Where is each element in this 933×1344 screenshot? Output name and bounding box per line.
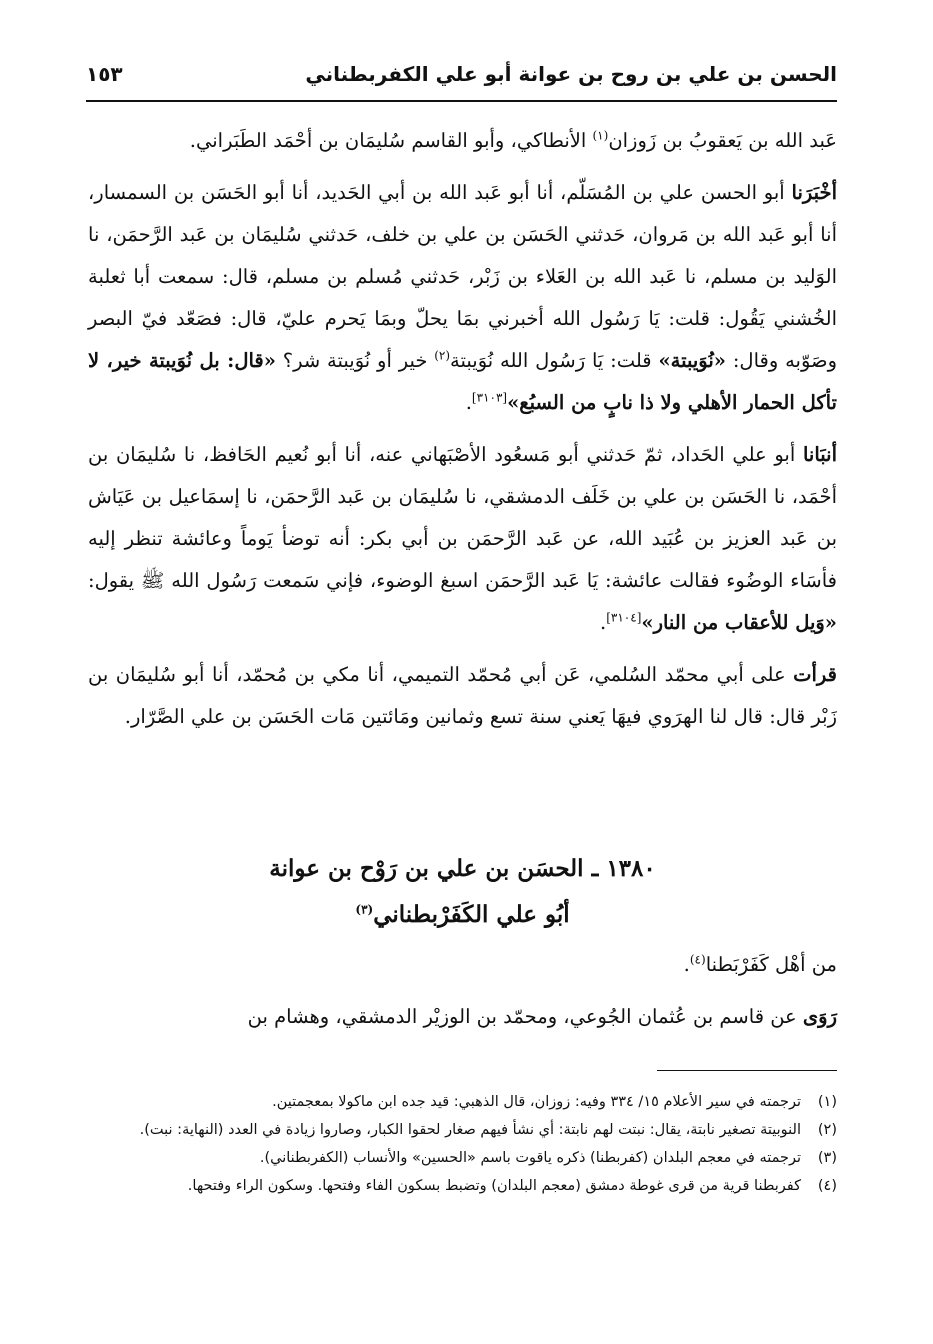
footnote-number: (٤)	[817, 1178, 837, 1194]
footnote-ref-3: (٣)	[355, 902, 374, 917]
footnote-text: النوبيتة تصغير نابتة، يقال: نبتت لهم نابتة: أي نشأ فيهم صغار لحقوا الكبار، وصاروا زيادة في العدد (النهاية: نبت).	[139, 1122, 801, 1138]
footnote-divider	[657, 1070, 837, 1071]
main-text	[88, 120, 837, 738]
hadith-quote-2: «وَيل للأعقاب من النار»	[641, 611, 837, 634]
quote-nuwaybita: «نُوَيبتة»	[658, 349, 726, 372]
entry-heading-line-2: أبُو علي الكَفَرْبطناني$^{(٣)}$	[355, 901, 570, 928]
entry-heading	[88, 846, 837, 938]
hadith-number-3103: [٣١٠٣]	[471, 390, 508, 405]
footnote-1	[88, 1090, 837, 1114]
entry-heading-line-1: ١٣٨٠ ـ الحسَن بن علي بن رَوْح بن عوانة	[269, 855, 656, 882]
footnote-text: كفربطنا قرية من قرى غوطة دمشق (معجم البلدان) وتضبط بسكون الفاء وفتحها. وسكون الراء وفتحها.	[187, 1178, 801, 1194]
entry-narration: رَوَى عن قاسم بن عُثمان الجُوعي، ومحمّد بن الوزيْر الدمشقي، وهشام بن	[247, 1005, 837, 1028]
footnote-text: ترجمته في معجم البلدان (كفربطنا) ذكره ياقوت باسم «الحسين» والأنساب (الكفربطناني).	[259, 1150, 801, 1166]
paragraph-4: قرأت على أبي محمّد السُلمي، عَن أبي مُحمّد التميمي، أنا مكي بن مُحمّد، أنا أبو سُليمَان بن زَبْر قال: قال لنا الهرَوي فيهَا يَعني سنة تسع وثمانين ومَائتين مَات الحَسَن بن علي الصَّرّار.	[88, 663, 837, 728]
hadith-quote-1: «قال: بل نُوَيبتة خير، لا تأكل الحمار الأهلي ولا ذا نابٍ من السبُع»	[88, 349, 837, 414]
keyword-akhbarana: أخْبَرَنا	[791, 181, 837, 204]
footnote-number: (٢)	[817, 1122, 837, 1138]
hadith-number-3104: [٣١٠٤]	[606, 610, 642, 625]
keyword-qaraatu: قرأت	[793, 663, 837, 686]
footnote-4	[88, 1174, 837, 1198]
entry-text	[88, 944, 837, 1038]
footnote-number: (٣)	[817, 1150, 837, 1166]
page-number: ١٥٣	[86, 62, 123, 86]
footnote-2	[88, 1118, 837, 1142]
keyword-rawa: رَوَى	[802, 1005, 837, 1028]
footnote-ref-4: (٤)	[689, 952, 706, 967]
footnote-3	[88, 1146, 837, 1170]
footnote-ref-2: (٢)	[434, 348, 451, 363]
paragraph-3: أنبَانا أبو علي الحَداد، ثمّ حَدثني أبو مَسعُود الأصْبَهاني عنه، أنا أبو نُعيم الحَافظ، نا سُليمَان بن أحْمَد، نا الحَسَن بن علي بن خَلَف الدمشقي، نا سُليمَان بن عَبد الرَّحمَن، نا إسمَاعيل بن عَيَاش بن عَبد العزيز بن عُبَيد الله، عن عَبد الرَّحمَن بن أبي بكر: أنه توضأ يَوماً وعائشة تنظر إليه فأسَاء الوضُوء فقالت عائشة: يَا عَبد الرَّحمَن اسبغ الوضوء، فإني سَمعت رَسُول الله ﷺ يقول: «وَيل للأعقاب من النار»[٣١٠٤].	[88, 443, 837, 634]
paragraph-1: عَبد الله بن يَعقوبُ بن زَوزان$^{(١)}$ الأنطاكي، وأبو القاسم سُليمَان بن أحْمَد الطَبَراني.	[189, 128, 837, 152]
running-header	[86, 62, 837, 98]
running-title: الحسن بن علي بن روح بن عوانة أبو علي الكفربطناني	[305, 62, 837, 86]
footnotes	[88, 1090, 837, 1202]
keyword-anbana: أنبَانا	[802, 443, 837, 466]
footnote-number: (١)	[817, 1094, 837, 1110]
paragraph-2: أخْبَرَنا أبو الحسن علي بن المُسَلّم، أنا أبو عَبد الله بن أبي الحَديد، أنا أبو الحَسَن بن السمسار، أنا أبو عَبد الله بن مَروان، حَدثني الحَسَن بن علي بن خلف، حَدثني سُليمَان بن عَبد الرَّحمَن، نا الوَليد بن مسلم، نا عَبد الله بن العَلاء بن زَبْر، حَدثني مُسلم بن مسلم، قال: سمعت أبا ثعلبة الخُشني يَقُول: قلت: يَا رَسُول الله أخبرني بمَا يحلّ وبمَا يَحرم عليّ، قال: فصَعّد فيّ البصر وصَوّبه وقال: «نُوَيبتة» قلت: يَا رَسُول الله نُوَيبتة$^{(٢)}$ خير أو نُوَيبتة شر؟ «قال: بل نُوَيبتة خير، لا تأكل الحمار الأهلي ولا ذا نابٍ من السبُع»[٣١٠٣].	[88, 181, 838, 414]
footnote-text: ترجمته في سير الأعلام ١٥/ ٣٣٤ وفيه: زوزان، قال الذهبي: قيد جده ابن ماكولا بمعجمتين.	[272, 1094, 801, 1110]
header-divider	[86, 100, 837, 102]
entry-origin: من أهْل كَفَرْبَطنا$^{(٤)}$.	[683, 952, 837, 976]
footnote-ref-1: (١)	[592, 128, 609, 143]
